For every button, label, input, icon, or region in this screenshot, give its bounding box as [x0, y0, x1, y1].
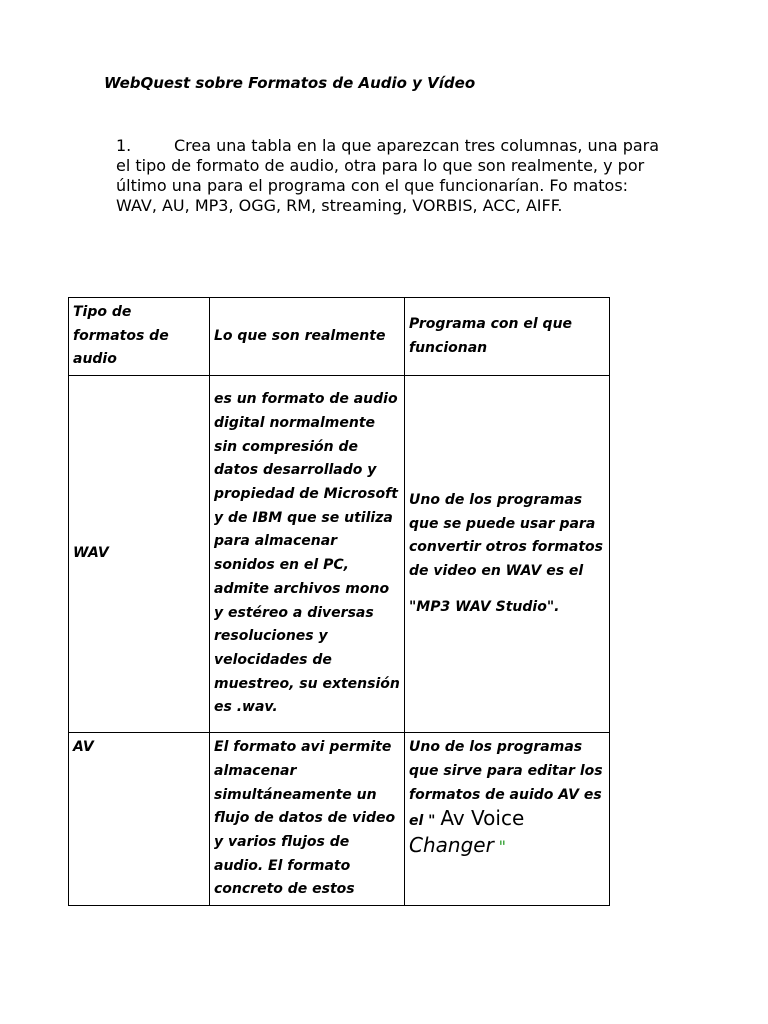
- instruction-number: 1.: [116, 136, 132, 155]
- cell-format-av: AV: [69, 733, 210, 906]
- program-name-av-part2: Changer: [409, 832, 494, 857]
- cell-format-wav: WAV: [69, 376, 210, 733]
- program-name-av-part1: Av Voice: [440, 806, 525, 831]
- formats-table: [68, 297, 610, 906]
- cell-program-av: [405, 733, 610, 906]
- instruction-paragraph: [116, 136, 706, 216]
- instruction-text-1: Crea una tabla en la que aparezcan tres columnas, una para: [174, 136, 660, 155]
- instruction-line-1: [116, 136, 706, 156]
- document-title: WebQuest sobre Formatos de Audio y Vídeo: [104, 74, 476, 92]
- header-what-they-are: Lo que son realmente: [210, 298, 405, 376]
- program-close-quote-av: ": [498, 836, 507, 856]
- table-row: [69, 376, 610, 733]
- table-header-row: [69, 298, 610, 376]
- instruction-line-3: último una para el programa con el que funcionarían. Fo matos:: [116, 176, 629, 195]
- program-text-av: Uno de los programas que sirve para editar los formatos de auido AV es el ": [409, 739, 603, 830]
- cell-program-wav: [405, 376, 610, 733]
- instruction-line-2: el tipo de formato de audio, otra para lo que son realmente, y por: [116, 156, 645, 175]
- table-row: [69, 733, 610, 906]
- header-format-type: Tipo de formatos de audio: [69, 298, 210, 376]
- program-text-wav: Uno de los programas que se puede usar para convertir otros formatos de video en WAV es el: [409, 491, 604, 579]
- cell-description-av: El formato avi permite almacenar simultáneamente un flujo de datos de video y varios flujos de audio. El formato concreto de estos: [210, 733, 405, 906]
- program-name-wav: "MP3 WAV Studio".: [409, 598, 560, 615]
- instruction-line-4: WAV, AU, MP3, OGG, RM, streaming, VORBIS, ACC, AIFF.: [116, 196, 563, 215]
- header-program: Programa con el que funcionan: [405, 298, 610, 376]
- cell-description-wav: es un formato de audio digital normalmente sin compresión de datos desarrollado y propiedad de Microsoft y de IBM que se utiliza para almacenar sonidos en el PC, admite archivos mono y estéreo a diversas resoluciones y velocidades de muestreo, su extensión es .wav.: [210, 376, 405, 733]
